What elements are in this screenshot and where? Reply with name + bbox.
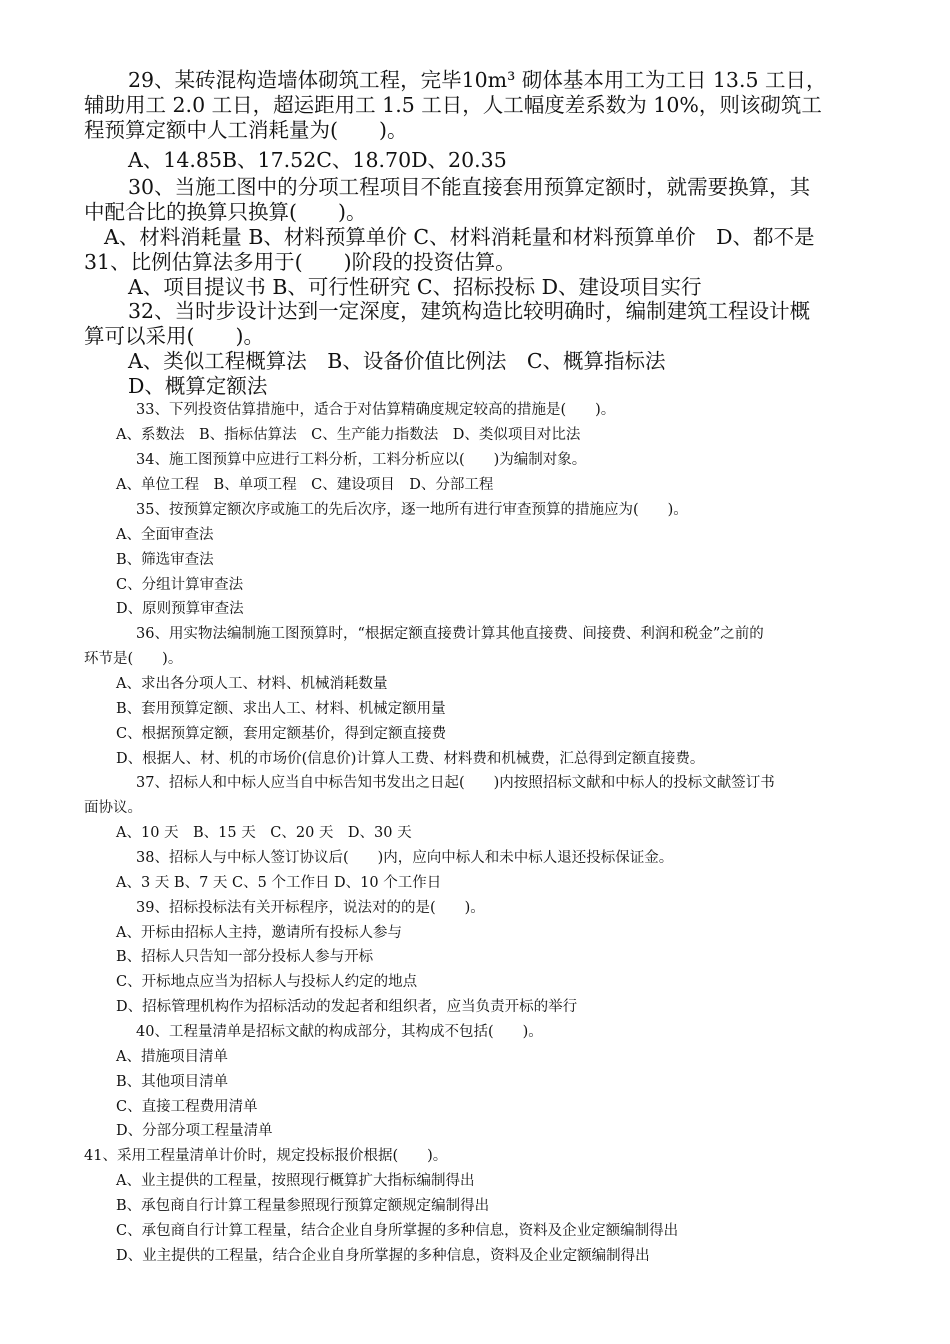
question-36-option-d: D、根据人、材、机的市场价(信息价)计算人工费、材料费和机械费，汇总得到定额直接费。 bbox=[116, 751, 705, 767]
question-33-options: A、系数法 B、指标估算法 C、生产能力指数法 D、类似项目对比法 bbox=[116, 427, 581, 443]
question-39-option-b: B、招标人只告知一部分投标人参与开标 bbox=[116, 949, 374, 965]
question-31-stem: 31、比例估算法多用于( )阶段的投资估算。 bbox=[84, 250, 516, 274]
question-40-stem: 40、工程量清单是招标文献的构成部分，其构成不包括( )。 bbox=[136, 1024, 543, 1040]
question-30-stem-line-1: 30、当施工图中的分项工程项目不能直接套用预算定额时，就需要换算，其 bbox=[128, 175, 811, 199]
question-36-option-a: A、求出各分项人工、材料、机械消耗数量 bbox=[116, 676, 388, 692]
question-40-option-d: D、分部分项工程量清单 bbox=[116, 1123, 273, 1139]
question-29-options: A、14.85B、17.52C、18.70D、20.35 bbox=[128, 148, 507, 172]
question-41-stem: 41、采用工程量清单计价时，规定投标报价根据( )。 bbox=[84, 1148, 448, 1164]
question-40-option-b: B、其他项目清单 bbox=[116, 1074, 229, 1090]
question-37-options: A、10 天 B、15 天 C、20 天 D、30 天 bbox=[116, 825, 412, 841]
question-32-options-line-1: A、类似工程概算法 B、设备价值比例法 C、概算指标法 bbox=[128, 349, 666, 373]
question-40-option-a: A、措施项目清单 bbox=[116, 1049, 228, 1065]
question-35-stem: 35、按预算定额次序或施工的先后次序，逐一地所有进行审查预算的措施应为( )。 bbox=[136, 502, 688, 518]
question-39-stem: 39、招标投标法有关开标程序，说法对的的是( )。 bbox=[136, 900, 485, 916]
question-34-stem: 34、施工图预算中应进行工料分析，工料分析应以( )为编制对象。 bbox=[136, 452, 587, 468]
question-40-option-c: C、直接工程费用清单 bbox=[116, 1099, 258, 1115]
question-31-options: A、项目提议书 B、可行性研究 C、招标投标 D、建设项目实行 bbox=[128, 275, 702, 299]
question-29-stem-line-1: 29、某砖混构造墙体砌筑工程，完毕10m³ 砌体基本用工为工日 13.5 工日， bbox=[128, 68, 827, 92]
question-39-option-c: C、开标地点应当为招标人与投标人约定的地点 bbox=[116, 974, 418, 990]
question-34-options: A、单位工程 B、单项工程 C、建设项目 D、分部工程 bbox=[116, 477, 494, 493]
question-41-option-d: D、业主提供的工程量，结合企业自身所掌握的多种信息，资料及企业定额编制得出 bbox=[116, 1248, 650, 1264]
question-30-stem-line-2: 中配合比的换算只换算( )。 bbox=[84, 200, 367, 224]
question-39-option-a: A、开标由招标人主持，邀请所有投标人参与 bbox=[116, 925, 402, 941]
question-32-stem-line-1: 32、当时步设计达到一定深度，建筑构造比较明确时，编制建筑工程设计概 bbox=[128, 299, 811, 323]
question-32-stem-line-2: 算可以采用( )。 bbox=[84, 324, 264, 348]
question-39-option-d: D、招标管理机构作为招标活动的发起者和组织者，应当负责开标的举行 bbox=[116, 999, 578, 1015]
question-36-stem-line-2: 环节是( )。 bbox=[84, 651, 183, 667]
question-29-stem-line-3: 程预算定额中人工消耗量为( )。 bbox=[84, 118, 408, 142]
question-37-stem-line-1: 37、招标人和中标人应当自中标告知书发出之日起( )内按照招标文献和中标人的投标文献签订书 bbox=[136, 775, 775, 791]
question-35-option-c: C、分组计算审查法 bbox=[116, 577, 244, 593]
question-36-option-c: C、根据预算定额，套用定额基价，得到定额直接费 bbox=[116, 726, 447, 742]
question-41-option-a: A、业主提供的工程量，按照现行概算扩大指标编制得出 bbox=[116, 1173, 475, 1189]
question-41-option-c: C、承包商自行计算工程量，结合企业自身所掌握的多种信息，资料及企业定额编制得出 bbox=[116, 1223, 679, 1239]
question-35-option-a: A、全面审查法 bbox=[116, 527, 214, 543]
question-37-stem-line-2: 面协议。 bbox=[84, 800, 142, 816]
question-38-stem: 38、招标人与中标人签订协议后( )内，应向中标人和未中标人退还投标保证金。 bbox=[136, 850, 674, 866]
question-35-option-d: D、原则预算审查法 bbox=[116, 601, 244, 617]
question-30-options: A、材料消耗量 B、材料预算单价 C、材料消耗量和材料预算单价 D、都不是 bbox=[104, 225, 815, 249]
question-35-option-b: B、筛选审查法 bbox=[116, 552, 214, 568]
question-36-option-b: B、套用预算定额、求出人工、材料、机械定额用量 bbox=[116, 701, 446, 717]
question-36-stem-line-1: 36、用实物法编制施工图预算时，“根据定额直接费计算其他直接费、间接费、利润和税金”之前的 bbox=[136, 626, 764, 642]
question-29-stem-line-2: 辅助用工 2.0 工日，超运距用工 1.5 工日，人工幅度差系数为 10%，则该砌筑工 bbox=[84, 93, 822, 117]
question-33-stem: 33、下列投资估算措施中，适合于对估算精确度规定较高的措施是( )。 bbox=[136, 402, 616, 418]
question-41-option-b: B、承包商自行计算工程量参照现行预算定额规定编制得出 bbox=[116, 1198, 490, 1214]
question-38-options: A、3 天 B、7 天 C、5 个工作日 D、10 个工作日 bbox=[116, 875, 442, 891]
question-32-options-line-2: D、概算定额法 bbox=[128, 374, 268, 398]
